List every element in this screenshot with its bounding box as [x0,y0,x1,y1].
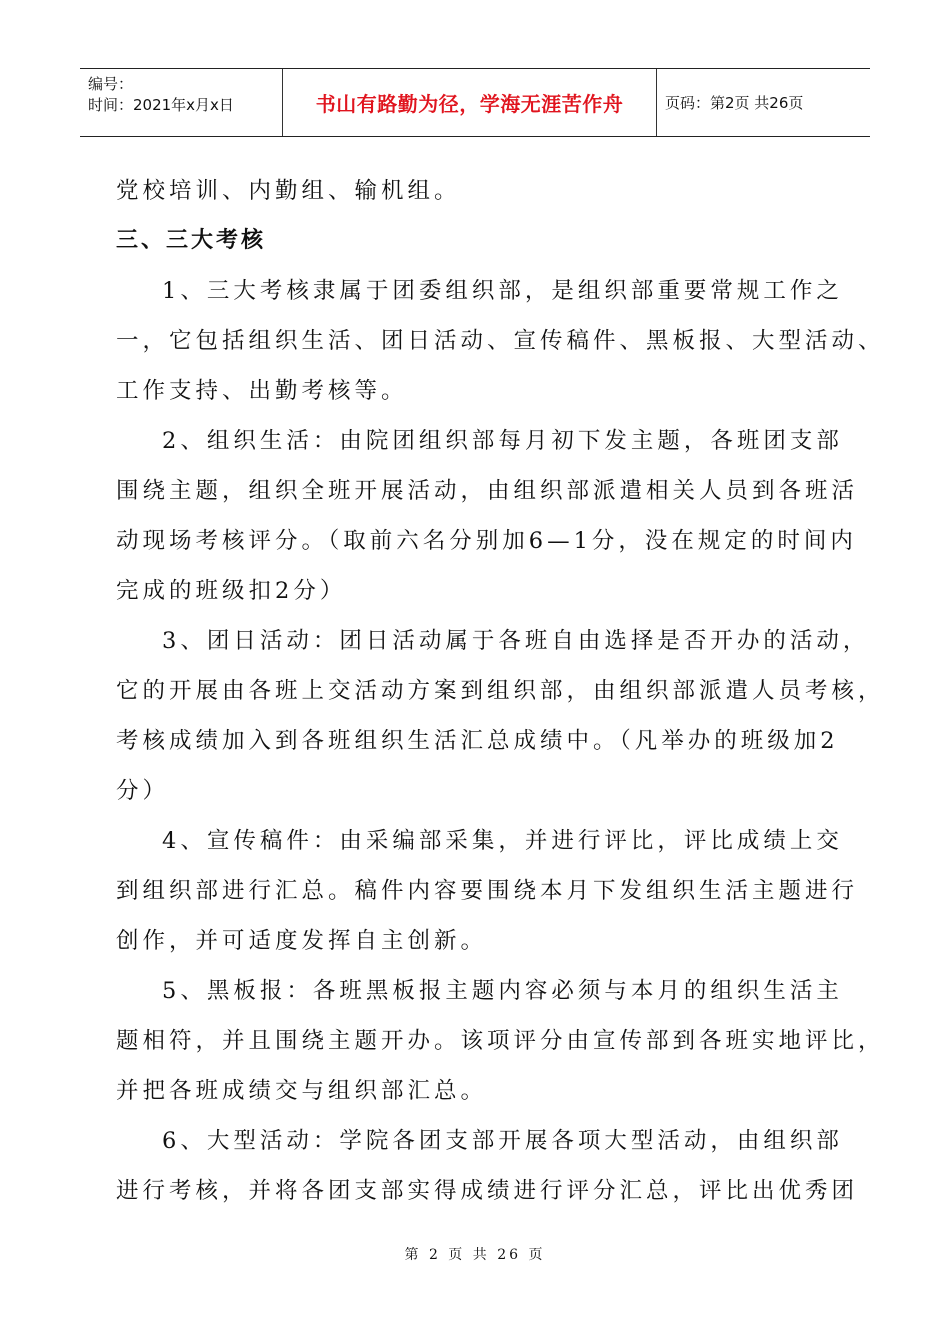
body-line: 工作支持、出勤考核等。 [116,378,408,404]
body-line: 并把各班成绩交与组织部汇总。 [116,1078,488,1104]
body-line: 考核成绩加入到各班组织生活汇总成绩中。（凡举办的班级加2 [116,728,839,754]
body-line: 完成的班级扣2分） [116,578,347,604]
date-label: 时间：2021年x月x日 [88,96,234,114]
body-line: 3、团日活动：团日活动属于各班自由选择是否开办的活动， [162,628,870,654]
section-heading: 三、三大考核 [116,228,267,253]
body-line: 5、黑板报：各班黑板报主题内容必须与本月的组织生活主 [162,978,843,1004]
body-line: 创作，并可适度发挥自主创新。 [116,928,488,954]
serial-number-label: 编号： [88,75,134,93]
body-line: 1、三大考核隶属于团委组织部，是组织部重要常规工作之 [162,278,843,304]
body-line: 4、宣传稿件：由采编部采集，并进行评比，评比成绩上交 [162,828,843,854]
body-line: 党校培训、内勤组、输机组。 [116,178,461,204]
body-line: 2、组织生活：由院团组织部每月初下发主题，各班团支部 [162,428,843,454]
header-meta-cell [80,69,283,136]
body-line: 到组织部进行汇总。稿件内容要围绕本月下发组织生活主题进行 [116,878,859,904]
body-line: 一，它包括组织生活、团日活动、宣传稿件、黑板报、大型活动、 [116,328,885,354]
header-page-code: 页码：第2页 共26页 [665,94,804,112]
body-line: 围绕主题，组织全班开展活动，由组织部派遣相关人员到各班活 [116,478,859,504]
body-line: 进行考核，并将各团支部实得成绩进行评分汇总，评比出优秀团 [116,1178,859,1204]
page-footer: 第 2 页 共 26 页 [404,1247,546,1263]
body-line: 动现场考核评分。（取前六名分别加6—1分，没在规定的时间内 [116,528,857,554]
header-motto: 书山有路勤为径，学海无涯苦作舟 [283,69,657,136]
body-line: 分） [116,778,170,804]
body-line: 6、大型活动：学院各团支部开展各项大型活动，由组织部 [162,1128,843,1154]
body-line: 它的开展由各班上交活动方案到组织部，由组织部派遣人员考核， [116,678,885,704]
document-header [80,68,870,137]
document-body [116,166,885,1216]
body-line: 题相符，并且围绕主题开办。该项评分由宣传部到各班实地评比， [116,1028,885,1054]
